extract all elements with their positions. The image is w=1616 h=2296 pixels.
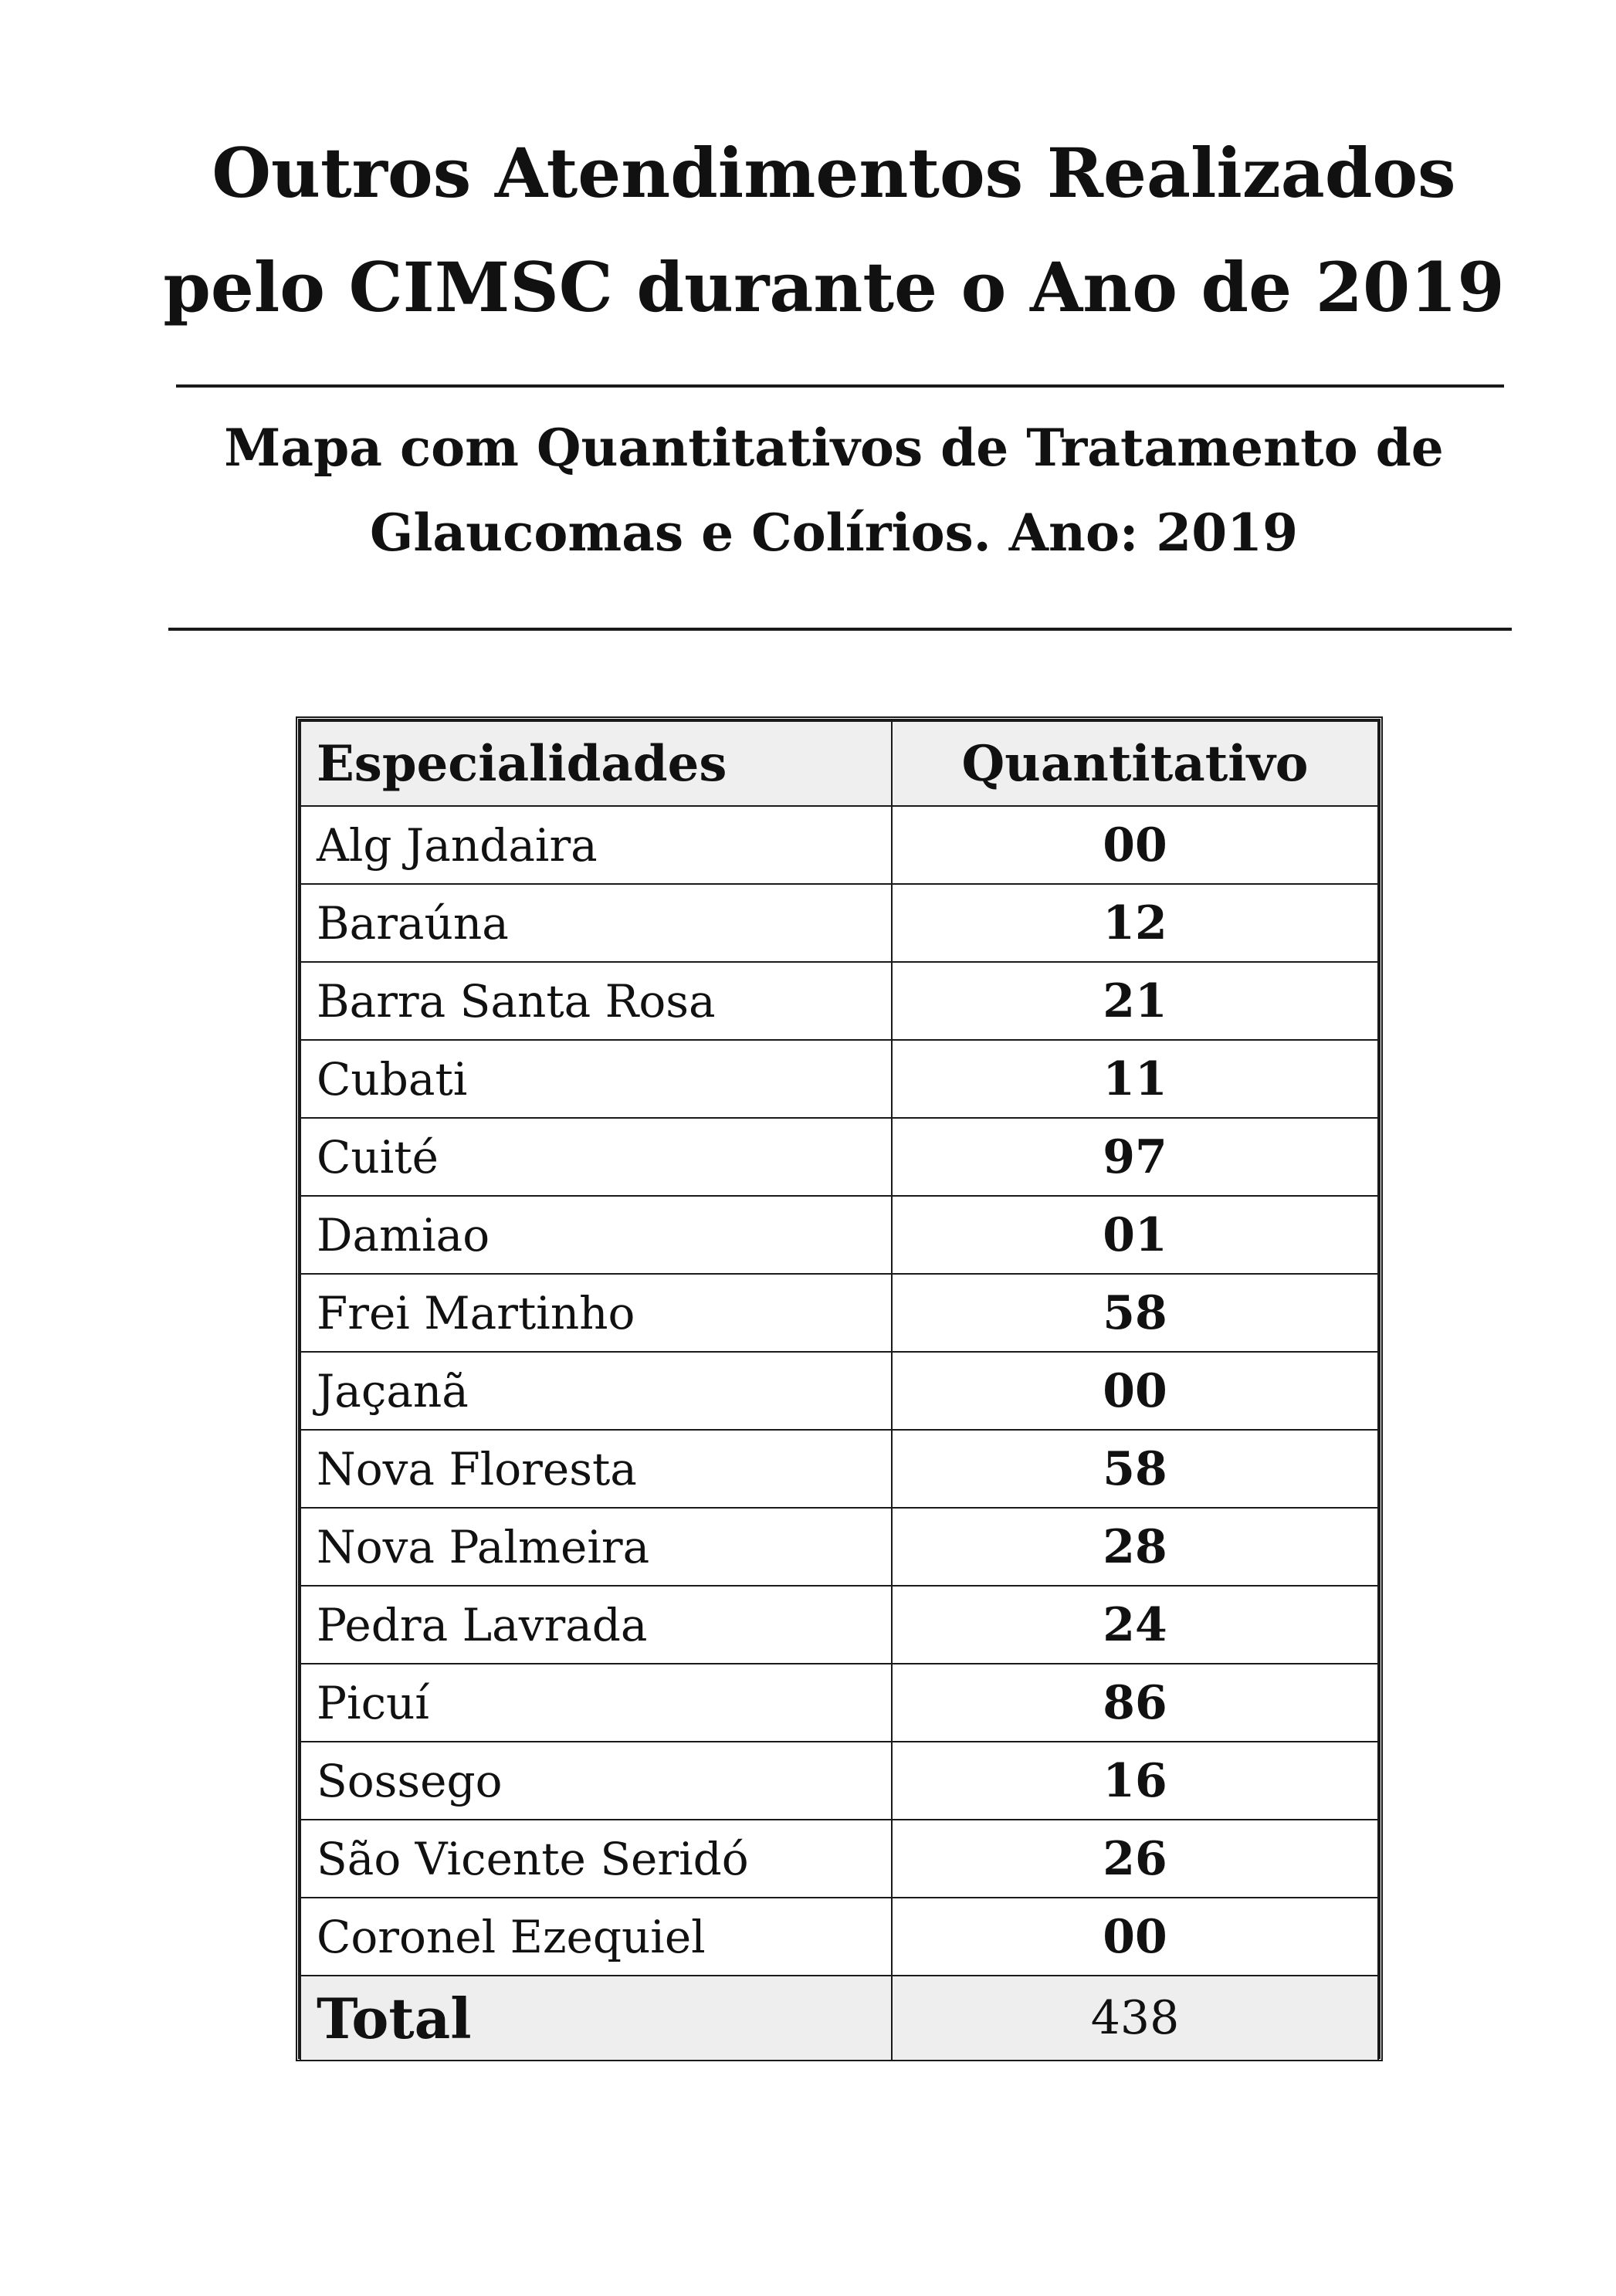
document-title	[116, 116, 1552, 344]
row-name: Nova Floresta	[300, 1430, 892, 1508]
row-value: 00	[892, 1352, 1378, 1430]
row-name: Coronel Ezequiel	[300, 1898, 892, 1976]
row-value: 24	[892, 1586, 1378, 1664]
table-row	[300, 806, 1378, 884]
table-row	[300, 1274, 1378, 1352]
row-name: Frei Martinho	[300, 1274, 892, 1352]
document-subtitle-line-1: Mapa com Quantitativos de Tratamento de	[224, 418, 1444, 478]
quantities-table-frame	[296, 716, 1383, 2061]
row-name: Damiao	[300, 1196, 892, 1274]
row-value: 97	[892, 1118, 1378, 1196]
table-row	[300, 1508, 1378, 1586]
row-name: Picuí	[300, 1664, 892, 1742]
row-name: Cubati	[300, 1040, 892, 1118]
row-name: Jaçanã	[300, 1352, 892, 1430]
divider-bottom	[168, 628, 1512, 631]
table-row	[300, 1118, 1378, 1196]
row-value: 28	[892, 1508, 1378, 1586]
row-name: Baraúna	[300, 884, 892, 962]
row-value: 86	[892, 1664, 1378, 1742]
row-name: Pedra Lavrada	[300, 1586, 892, 1664]
row-name: Alg Jandaira	[300, 806, 892, 884]
table-row	[300, 962, 1378, 1040]
row-value: 11	[892, 1040, 1378, 1118]
total-label: Total	[300, 1976, 892, 2061]
table-row	[300, 1430, 1378, 1508]
row-name: Nova Palmeira	[300, 1508, 892, 1586]
quantities-table	[300, 720, 1379, 2061]
row-value: 58	[892, 1430, 1378, 1508]
document-title-line-2: pelo CIMSC durante o Ano de 2019	[163, 247, 1505, 327]
table-total-row	[300, 1976, 1378, 2061]
table-body	[300, 806, 1378, 1976]
row-name: Sossego	[300, 1742, 892, 1820]
table-row	[300, 1742, 1378, 1820]
row-value: 26	[892, 1820, 1378, 1898]
row-value: 00	[892, 806, 1378, 884]
total-value: 438	[892, 1976, 1378, 2061]
document-subtitle-line-2: Glaucomas e Colírios. Ano: 2019	[369, 503, 1299, 563]
table-row	[300, 1196, 1378, 1274]
table-row	[300, 1898, 1378, 1976]
header-especialidades: Especialidades	[300, 721, 892, 806]
table-row	[300, 884, 1378, 962]
row-value: 21	[892, 962, 1378, 1040]
row-value: 12	[892, 884, 1378, 962]
row-name: Cuité	[300, 1118, 892, 1196]
table-header-row	[300, 721, 1378, 806]
row-value: 00	[892, 1898, 1378, 1976]
document-subtitle	[116, 405, 1552, 575]
divider-top	[176, 384, 1504, 388]
table-row	[300, 1586, 1378, 1664]
row-value: 01	[892, 1196, 1378, 1274]
table-row	[300, 1664, 1378, 1742]
table-row	[300, 1820, 1378, 1898]
row-name: Barra Santa Rosa	[300, 962, 892, 1040]
header-quantitativo: Quantitativo	[892, 721, 1378, 806]
row-name: São Vicente Seridó	[300, 1820, 892, 1898]
document-title-line-1: Outros Atendimentos Realizados	[212, 133, 1456, 213]
table-row	[300, 1352, 1378, 1430]
table-row	[300, 1040, 1378, 1118]
row-value: 58	[892, 1274, 1378, 1352]
row-value: 16	[892, 1742, 1378, 1820]
